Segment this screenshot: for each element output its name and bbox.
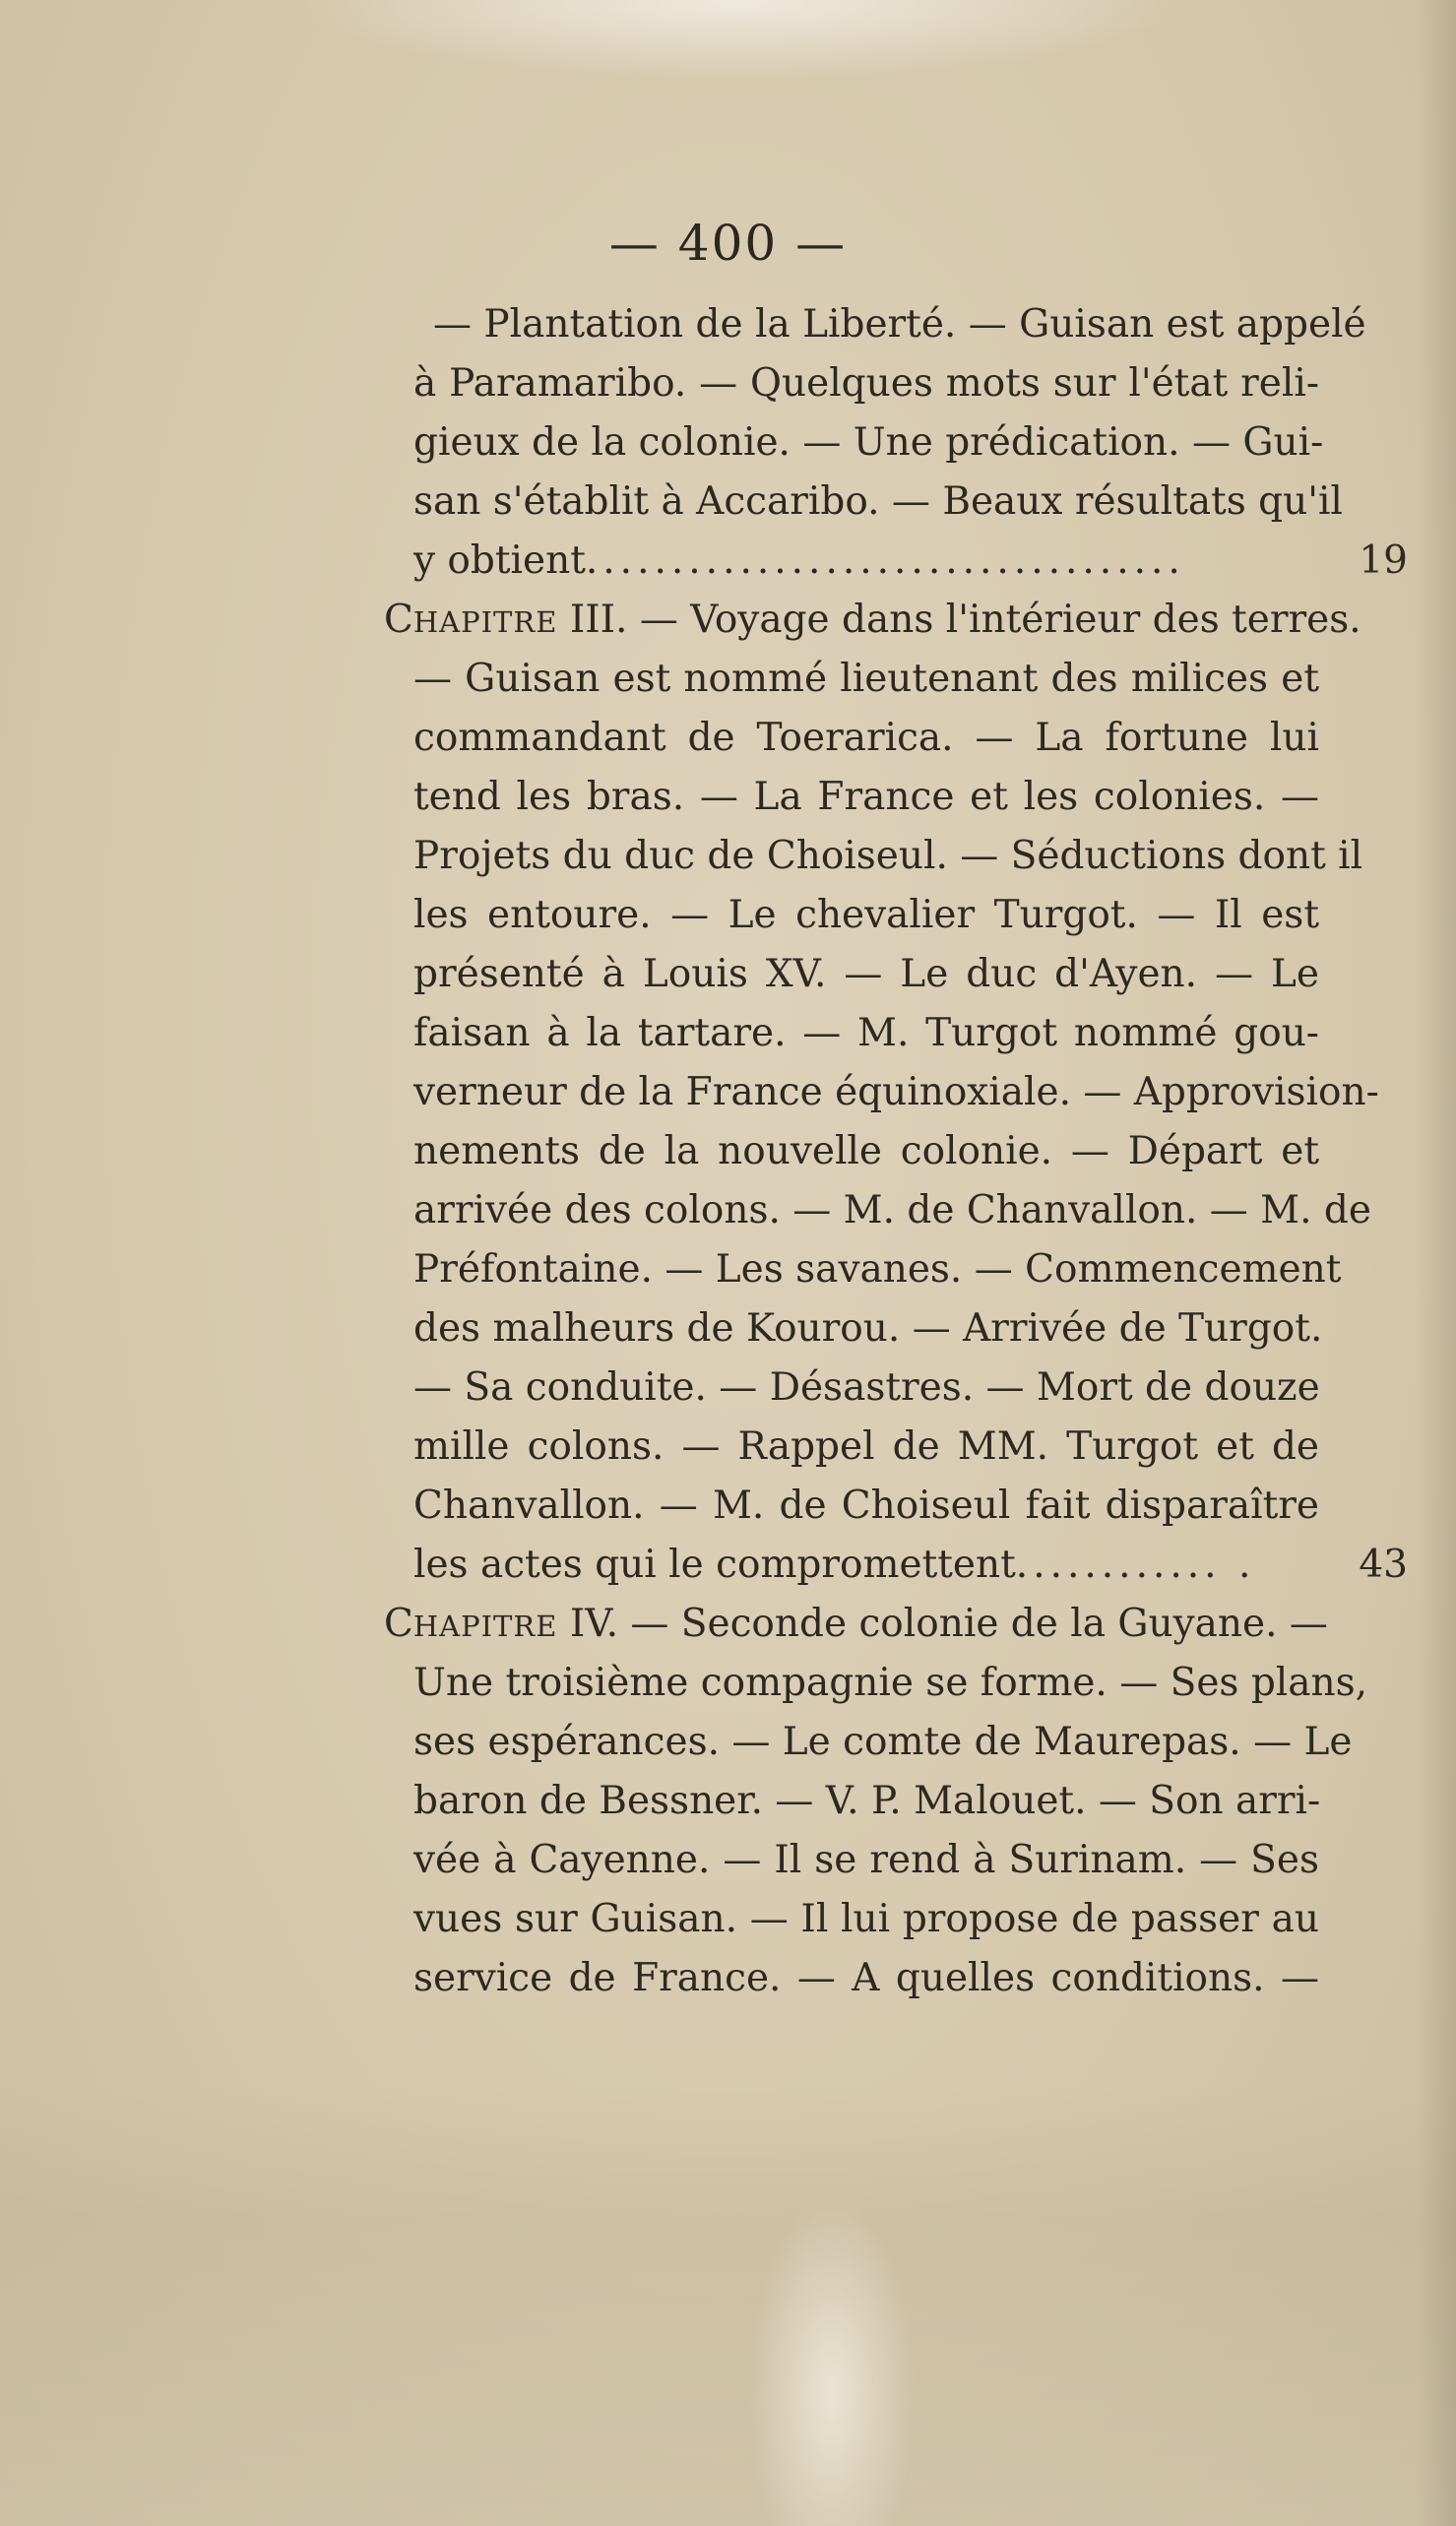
- toc-page-number: 19: [1359, 538, 1408, 583]
- chapter-label-cap: C: [384, 598, 413, 642]
- toc-line-text: les actes qui le compromettent: [413, 1543, 1016, 1587]
- toc-page-number: 43: [1359, 1543, 1408, 1587]
- toc-line: mille colons. — Rappel de MM. Turgot et de: [413, 1424, 1319, 1469]
- leader-dots: ............ .: [1015, 1543, 1256, 1587]
- chapter-first-line: — Seconde colonie de la Guyane. —: [630, 1602, 1328, 1646]
- page-number-header: — 400 —: [608, 215, 848, 272]
- table-of-contents: [384, 295, 1408, 2008]
- toc-line: vée à Cayenne. — Il se rend à Surinam. — Ses: [413, 1838, 1319, 1882]
- paper-spot: [748, 2195, 916, 2526]
- toc-line: — Guisan est nommé lieutenant des milices et: [413, 657, 1319, 701]
- chapter-label-smallcaps: HAPITRE: [412, 605, 558, 639]
- chapter-heading: [384, 1595, 1328, 1654]
- toc-line: à Paramaribo. — Quelques mots sur l'état reli-: [413, 361, 1319, 406]
- toc-line: vues sur Guisan. — Il lui propose de passer au: [413, 1897, 1319, 1941]
- toc-line: tend les bras. — La France et les colonies. —: [413, 775, 1319, 819]
- chapter-first-line: — Voyage dans l'intérieur des terres.: [639, 598, 1361, 642]
- toc-line: faisan à la tartare. — M. Turgot nommé gou-: [413, 1011, 1319, 1055]
- chapter-label-cap: C: [384, 1602, 413, 1646]
- toc-line: Chanvallon. — M. de Choiseul fait disparaître: [413, 1484, 1319, 1528]
- toc-line: présenté à Louis XV. — Le duc d'Ayen. — Le: [413, 952, 1319, 996]
- toc-line: nements de la nouvelle colonie. — Départ et: [413, 1129, 1319, 1173]
- toc-line: — Sa conduite. — Désastres. — Mort de douze: [413, 1365, 1320, 1410]
- toc-line: les entoure. — Le chevalier Turgot. — Il est: [413, 893, 1319, 937]
- toc-line: verneur de la France équinoxiale. — Approvision-: [413, 1070, 1379, 1114]
- toc-line: des malheurs de Kourou. — Arrivée de Turgot.: [413, 1306, 1323, 1351]
- page-edge-shadow: [1417, 0, 1456, 2526]
- chapter-label-smallcaps: HAPITRE: [412, 1610, 558, 1643]
- leader-dots: ...................................: [585, 538, 1185, 583]
- toc-line: — Plantation de la Liberté. — Guisan est appelé: [433, 302, 1366, 347]
- toc-line-text: y obtient: [413, 538, 586, 583]
- toc-line: Préfontaine. — Les savanes. — Commencement: [413, 1247, 1342, 1292]
- chapter-heading: [384, 591, 1361, 650]
- toc-line-last: [413, 1536, 1408, 1595]
- toc-line: service de France. — A quelles conditions. —: [413, 1956, 1319, 2000]
- toc-line: baron de Bessner. — V. P. Malouet. — Son arri-: [413, 1779, 1321, 1823]
- water-stain: [0, 2087, 1456, 2526]
- toc-line: arrivée des colons. — M. de Chanvallon. — M. de: [413, 1188, 1371, 1232]
- paper-tear: [295, 0, 1181, 79]
- chapter-numeral: IV.: [569, 1602, 618, 1646]
- toc-line-last: [413, 532, 1408, 591]
- toc-line: Une troisième compagnie se forme. — Ses plans,: [413, 1661, 1368, 1705]
- toc-line: Projets du duc de Choiseul. — Séductions dont il: [413, 834, 1363, 878]
- toc-line: ses espérances. — Le comte de Maurepas. — Le: [413, 1720, 1353, 1764]
- toc-line: commandant de Toerarica. — La fortune lui: [413, 716, 1319, 760]
- chapter-numeral: III.: [569, 598, 628, 642]
- toc-line: gieux de la colonie. — Une prédication. — Gui-: [413, 420, 1324, 465]
- toc-line: san s'établit à Accaribo. — Beaux résultats qu'il: [413, 479, 1343, 524]
